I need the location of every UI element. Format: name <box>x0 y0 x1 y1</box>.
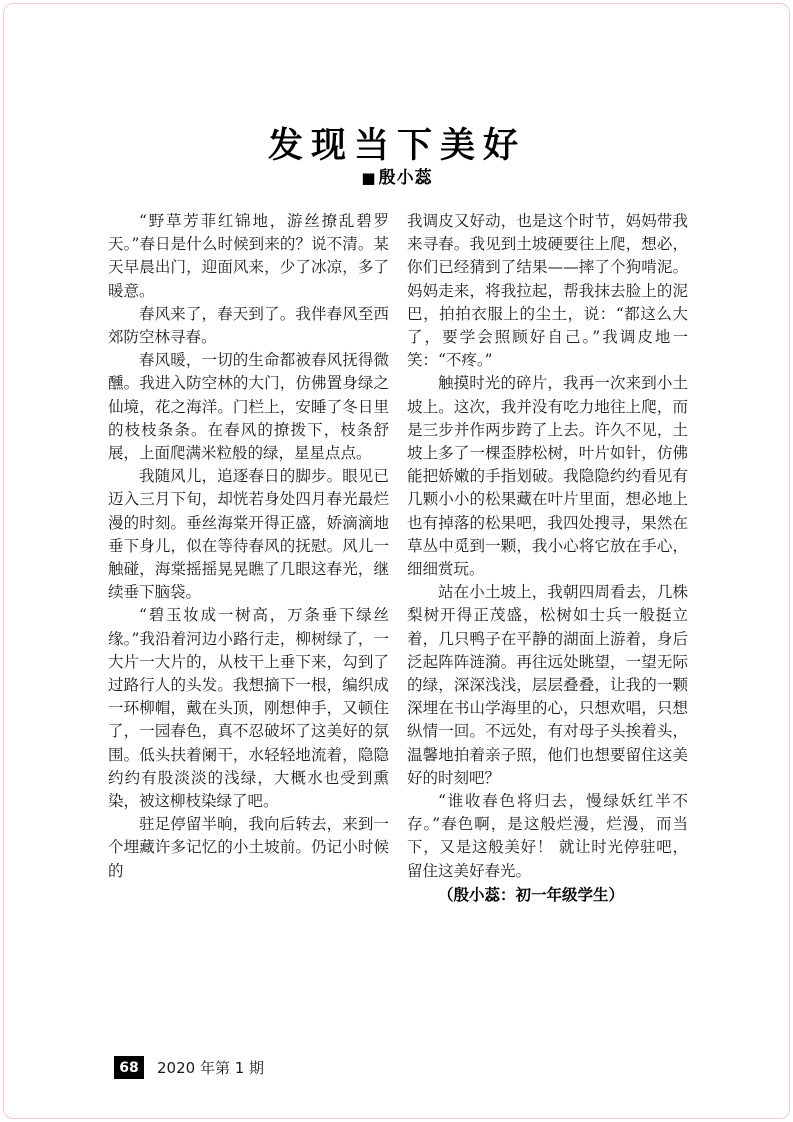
author-name: 殷小蕊 <box>378 168 433 188</box>
paragraph: 春风暖，一切的生命都被春风抚得微醺。我进入防空林的大门，仿佛置身绿之仙境，花之海洋。门栏上，安睡了冬日里的枝枝条条。在春风的撩拨下，枝条舒展，上面爬满米粒般的绿，星星点点。 <box>108 351 389 463</box>
page-number-badge: 68 <box>114 1056 144 1079</box>
author-square-icon: ■ <box>361 169 377 187</box>
left-column <box>108 210 389 906</box>
issue-label: 2020 年第 1 期 <box>157 1059 265 1077</box>
paragraph: “碧玉妆成一树高，万条垂下绿丝缘。”我沿着河边小路行走，柳树绿了，一大片一大片的，从枝干上垂下来，勾到了过路行人的头发。我想摘下一根，编织成一环柳帽，戴在头顶，刚想伸手，又顿住了，一园春色，真不忍破坏了这美好的氛围。低头扶着阑干，水轻轻地流着，隐隐约约有股淡淡的浅绿，大概水也受到熏染，被这柳枝染绿了吧。 <box>108 606 389 811</box>
article-byline <box>108 163 686 188</box>
article-body <box>108 210 688 906</box>
paragraph: “谁收春色将归去，慢绿妖红半不存。”春色啊，是这般烂漫，烂漫，而当下，又是这般美好！ 就让时光停驻吧，留住这美好春光。 <box>407 792 688 880</box>
paragraph: 我随风儿，追逐春日的脚步。眼见已迈入三月下旬，却恍若身处四月春光最烂漫的时刻。垂丝海棠开得正盛，娇滴滴地垂下身儿，似在等待春风的抚慰。风儿一触碰，海棠摇摇晃晃瞧了几眼这春光，继续垂下脑袋。 <box>108 467 389 602</box>
paragraph-continuation: 我调皮又好动，也是这个时节，妈妈带我来寻春。我见到土坡硬要往上爬，想必，你们已经猜到了结果——摔了个狗啃泥。妈妈走来，将我拉起，帮我抹去脸上的泥巴，拍拍衣服上的尘土，说：“都这么大了，要学会照顾好自己。”我调皮地一笑：“不疼。” <box>407 212 688 370</box>
paragraph: 触摸时光的碎片，我再一次来到小土坡上。这次，我并没有吃力地往上爬，而是三步并作两步跨了上去。许久不见，土坡上多了一棵歪脖松树，叶片如针，仿佛能把娇嫩的手指划破。我隐隐约约看见有几颗小小的松果藏在叶片里面，想必地上也有掉落的松果吧，我四处搜寻，果然在草丛中觅到一颗，我小心将它放在手心，细细赏玩。 <box>407 374 688 579</box>
page-footer <box>114 1056 264 1079</box>
author-attribution: （殷小蕊：初一年级学生） <box>438 884 625 904</box>
paragraph: 站在小土坡上，我朝四周看去，几株梨树开得正茂盛，松树如士兵一般挺立着，几只鸭子在平静的湖面上游着，身后泛起阵阵涟漪。再往远处眺望，一望无际的绿，深深浅浅，层层叠叠，让我的一颗深埋在书山学海里的心，只想欢唱，只想纵情一回。不远处，有对母子头挨着头，温馨地拍着亲子照，他们也想要留住这美好的时刻吧？ <box>407 583 688 787</box>
paragraph: 驻足停留半晌，我向后转去，来到一个埋藏许多记忆的小土坡前。仍记小时候的 <box>108 815 389 880</box>
paragraph: “野草芳菲红锦地，游丝撩乱碧罗天。”春日是什么时候到来的？说不清。某天早晨出门，迎面风来，少了冰凉，多了暖意。 <box>108 212 389 300</box>
right-column <box>407 210 688 906</box>
paragraph: 春风来了，春天到了。我伴春风至西郊防空林寻春。 <box>108 304 389 347</box>
article-title: 发现当下美好 <box>267 125 526 166</box>
